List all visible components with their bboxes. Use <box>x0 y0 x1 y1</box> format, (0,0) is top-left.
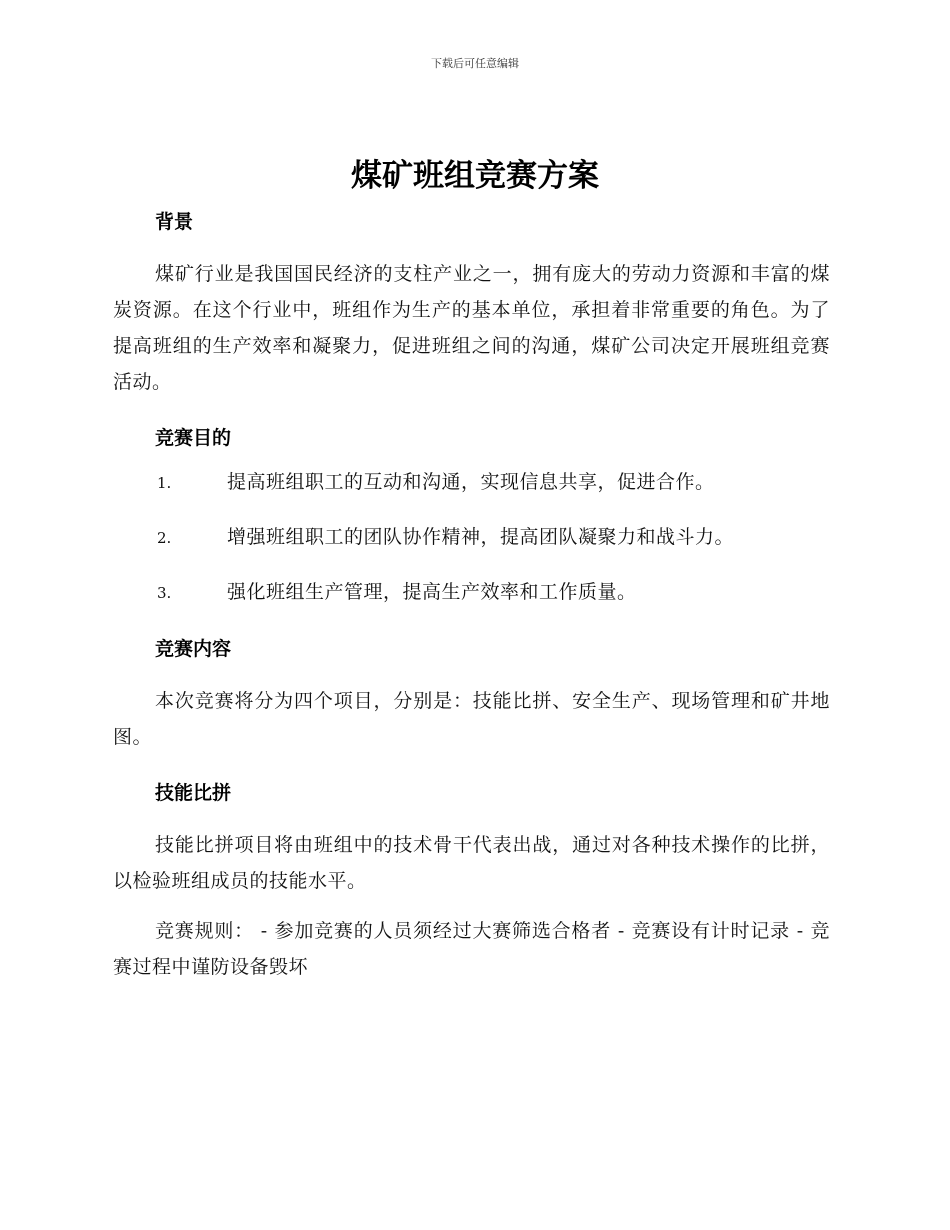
list-item <box>113 464 830 519</box>
skills-rules-paragraph: 竞赛规则： - 参加竞赛的人员须经过大赛筛选合格者 - 竞赛设有计时记录 - 竞赛过程中谨防设备毁坏 <box>113 920 830 978</box>
list-item-number: 1. <box>157 474 172 492</box>
purpose-list <box>113 464 830 629</box>
list-item-text: 强化班组生产管理，提高生产效率和工作质量。 <box>227 581 637 603</box>
list-item-number: 2. <box>157 529 172 547</box>
document-title: 煤矿班组竞赛方案 <box>351 158 599 194</box>
header-note: 下载后可任意编辑 <box>431 57 519 70</box>
background-paragraph: 煤矿行业是我国国民经济的支柱产业之一，拥有庞大的劳动力资源和丰富的煤炭资源。在这个行业中，班组作为生产的基本单位，承担着非常重要的角色。为了提高班组的生产效率和凝聚力，促进班组之间的沟通，煤矿公司决定开展班组竞赛活动。 <box>113 263 830 393</box>
section-heading-background: 背景 <box>155 211 194 233</box>
content-paragraph: 本次竞赛将分为四个项目，分别是：技能比拼、安全生产、现场管理和矿井地图。 <box>113 690 830 748</box>
section-heading-purpose: 竞赛目的 <box>155 427 232 449</box>
list-item-number: 3. <box>157 584 172 602</box>
list-item-text: 提高班组职工的互动和沟通，实现信息共享，促进合作。 <box>227 471 715 493</box>
section-heading-content: 竞赛内容 <box>155 638 232 660</box>
section-heading-skills: 技能比拼 <box>155 782 232 804</box>
list-item-text: 增强班组职工的团队协作精神，提高团队凝聚力和战斗力。 <box>227 526 735 548</box>
list-item <box>113 574 830 629</box>
skills-paragraph: 技能比拼项目将由班组中的技术骨干代表出战，通过对各种技术操作的比拼，以检验班组成员的技能水平。 <box>113 834 830 892</box>
list-item <box>113 519 830 574</box>
document-body <box>113 202 830 985</box>
